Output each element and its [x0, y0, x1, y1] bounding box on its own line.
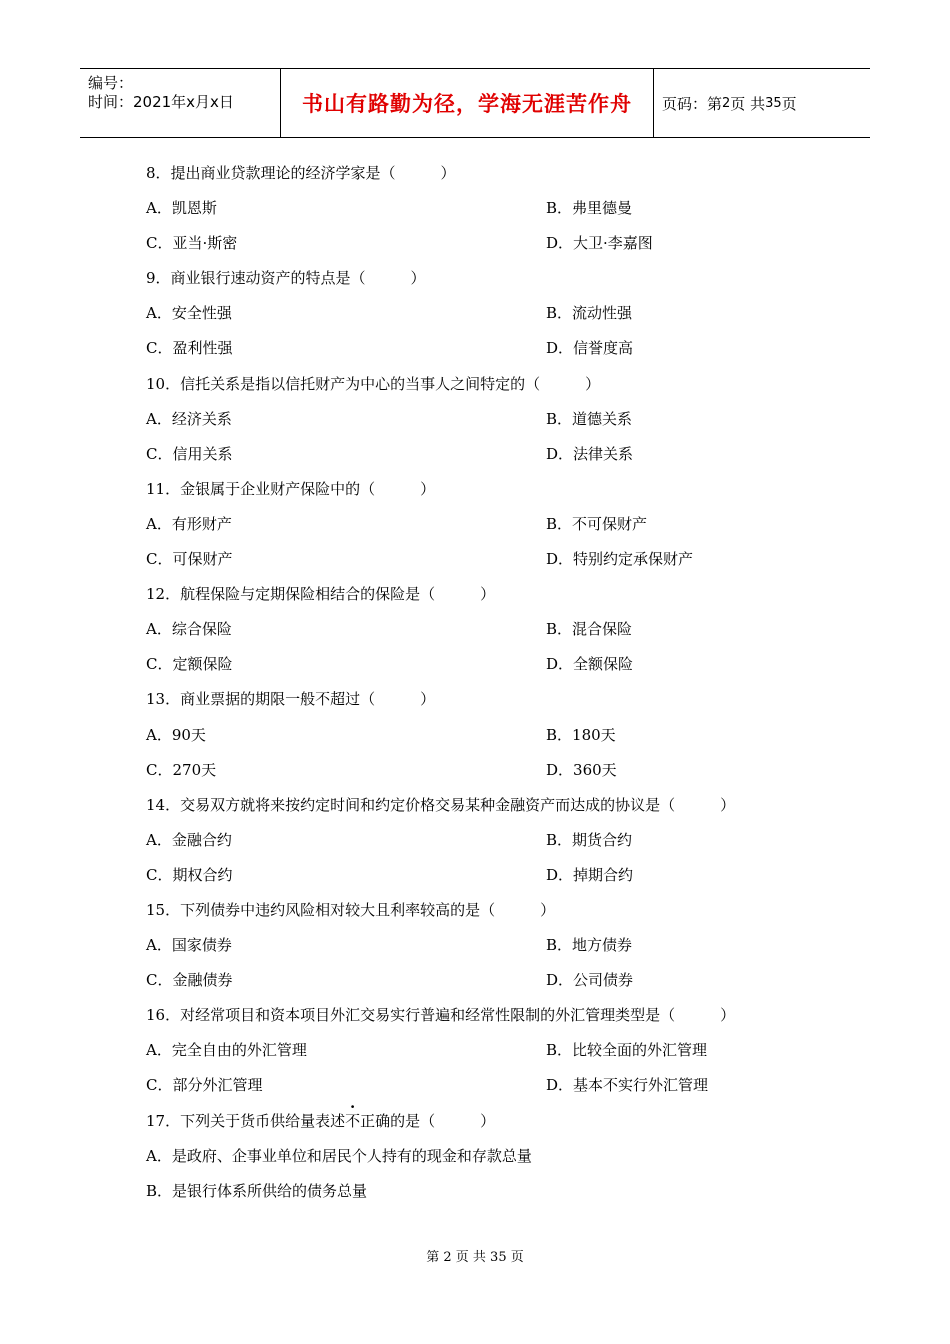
option-d: D．360天	[546, 760, 617, 779]
option-b: B．流动性强	[546, 304, 633, 323]
option-d: D．基本不实行外汇管理	[546, 1076, 709, 1095]
page-number: 2	[722, 95, 731, 111]
question-14-options-cd	[146, 858, 846, 893]
question-17-option-b: B．是银行体系所供给的债务总量	[146, 1181, 368, 1200]
page-prefix: 页码：第	[662, 94, 723, 113]
option-c: C．270天	[146, 760, 217, 779]
option-c: C．金融债券	[146, 971, 233, 990]
stem-part: 17．下列关于货币供给量表述	[146, 1111, 346, 1130]
question-15-options-ab	[146, 928, 846, 963]
option-c: C．定额保险	[146, 655, 233, 674]
header-motto: 书山有路勤为径，学海无涯苦作舟	[281, 69, 654, 137]
option-a: A．综合保险	[146, 620, 232, 639]
option-c: C．部分外汇管理	[146, 1076, 263, 1095]
question-8-options-cd	[146, 226, 846, 261]
option-d: D．大卫·李嘉图	[546, 234, 653, 253]
option-a: A．90天	[146, 725, 206, 744]
option-b: B．期货合约	[546, 830, 633, 849]
question-10-stem: 10．信托关系是指以信托财产为中心的当事人之间特定的（ ）	[146, 374, 601, 393]
option-c: C．亚当·斯密	[146, 234, 238, 253]
option-d: D．公司债券	[546, 971, 634, 990]
page-total: 35	[765, 95, 782, 111]
page-suffix: 页	[781, 94, 797, 113]
option-d: D．全额保险	[546, 655, 634, 674]
emphasis-mark: 不	[345, 1111, 361, 1130]
option-b: B．地方债券	[546, 936, 633, 955]
question-16-stem: 16．对经常项目和资本项目外汇交易实行普遍和经常性限制的外汇管理类型是（ ）	[146, 1006, 736, 1025]
option-b: B．混合保险	[546, 620, 633, 639]
option-a: A．完全自由的外汇管理	[146, 1041, 307, 1060]
question-9-stem: 9．商业银行速动资产的特点是（ ）	[146, 269, 426, 288]
option-c: C．信用关系	[146, 444, 233, 463]
question-16-options-ab	[146, 1033, 846, 1068]
option-a: A．安全性强	[146, 304, 232, 323]
question-10-options-cd	[146, 437, 846, 472]
option-b: B．比较全面的外汇管理	[546, 1041, 708, 1060]
time-label: 时间：2021年x月x日	[88, 93, 234, 111]
option-a: A．经济关系	[146, 409, 232, 428]
question-17-option-a: A．是政府、企事业单位和居民个人持有的现金和存款总量	[146, 1146, 532, 1165]
question-8-stem: 8．提出商业贷款理论的经济学家是（ ）	[146, 164, 456, 182]
question-11-options-ab	[146, 507, 846, 542]
option-a: A．有形财产	[146, 514, 232, 533]
page-footer: 第 2 页 共 35 页	[426, 1250, 524, 1265]
question-12-options-ab	[146, 612, 846, 647]
question-9-options-ab	[146, 296, 846, 331]
option-d: D．法律关系	[546, 444, 634, 463]
header-info-cell	[80, 69, 281, 137]
question-9-options-cd	[146, 331, 846, 366]
page-header	[80, 68, 870, 138]
option-a: A．金融合约	[146, 830, 232, 849]
question-17-stem	[146, 1104, 846, 1139]
question-14-options-ab	[146, 823, 846, 858]
option-c: C．盈利性强	[146, 339, 233, 358]
option-b: B．弗里德曼	[546, 199, 633, 218]
question-15-stem: 15．下列债券中违约风险相对较大且利率较高的是（ ）	[146, 900, 556, 919]
question-12-options-cd	[146, 647, 846, 682]
page-mid: 页 共	[730, 94, 766, 113]
question-13-options-ab	[146, 718, 846, 753]
number-label: 编号：	[88, 74, 134, 92]
option-b: B．180天	[546, 725, 616, 744]
header-page-indicator	[662, 69, 797, 137]
question-13-options-cd	[146, 753, 846, 788]
option-a: A．凯恩斯	[146, 199, 217, 218]
question-list	[146, 156, 846, 1209]
option-b: B．道德关系	[546, 409, 633, 428]
stem-part: 正确的是（ ）	[360, 1111, 496, 1130]
option-b: B．不可保财产	[546, 514, 648, 533]
option-a: A．国家债券	[146, 936, 232, 955]
question-13-stem: 13．商业票据的期限一般不超过（ ）	[146, 690, 436, 709]
option-c: C．期权合约	[146, 865, 233, 884]
question-11-stem: 11．金银属于企业财产保险中的（ ）	[146, 479, 436, 498]
option-d: D．特别约定承保财产	[546, 550, 694, 569]
option-c: C．可保财产	[146, 550, 233, 569]
question-14-stem: 14．交易双方就将来按约定时间和约定价格交易某种金融资产而达成的协议是（ ）	[146, 795, 736, 814]
question-10-options-ab	[146, 402, 846, 437]
option-d: D．信誉度高	[546, 339, 634, 358]
question-15-options-cd	[146, 963, 846, 998]
question-16-options-cd	[146, 1068, 846, 1103]
question-12-stem: 12．航程保险与定期保险相结合的保险是（ ）	[146, 585, 496, 604]
question-11-options-cd	[146, 542, 846, 577]
option-d: D．掉期合约	[546, 865, 634, 884]
question-8-options-ab	[146, 191, 846, 226]
